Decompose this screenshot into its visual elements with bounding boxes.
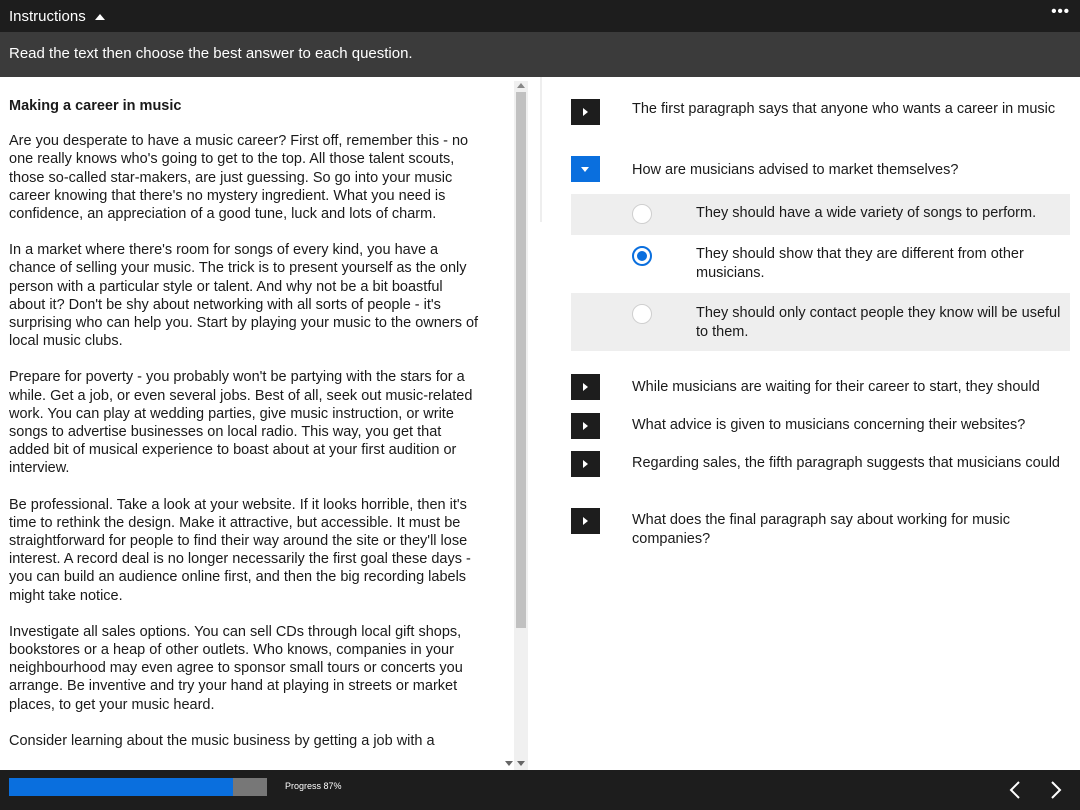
passage-paragraph: Prepare for poverty - you probably won't be partying with the stars for a while. Get a job, or even several jobs. Best of all, seek out music-related work. You can play at wedding parties, give music instruction, or write songs to advertise businesses on local radio. This way, you get that added bit of musical experience to boast about at your first audition or interview.	[9, 369, 473, 477]
question-text[interactable]: While musicians are waiting for their career to start, they should	[632, 379, 1040, 395]
scroll-down-icon[interactable]	[505, 761, 513, 766]
radio-button-selected[interactable]	[632, 246, 652, 266]
chevron-left-icon[interactable]	[1005, 779, 1025, 801]
passage-title: Making a career in music	[9, 98, 182, 114]
chevron-right-icon	[583, 460, 588, 468]
expand-question-button[interactable]	[571, 99, 600, 125]
answer-option[interactable]	[571, 293, 1070, 351]
progress-label: Progress 87%	[285, 781, 342, 791]
scroll-down-icon[interactable]	[517, 761, 525, 766]
instruction-text: Read the text then choose the best answer to each question.	[9, 45, 413, 62]
answer-text[interactable]: They should have a wide variety of songs to perform.	[696, 205, 1037, 221]
radio-button[interactable]	[632, 204, 652, 224]
caret-up-icon[interactable]	[95, 14, 105, 20]
answer-text[interactable]: They should show that they are different from other musicians.	[696, 246, 1024, 281]
question-item	[571, 156, 1071, 182]
chevron-right-icon	[583, 422, 588, 430]
chevron-right-icon	[583, 108, 588, 116]
instructions-title[interactable]: Instructions	[9, 7, 86, 25]
instruction-bar	[0, 32, 1080, 77]
question-text[interactable]: The first paragraph says that anyone who wants a career in music	[632, 101, 1056, 117]
progress-bar	[9, 778, 267, 796]
progress-bar-fill	[9, 778, 233, 796]
question-text[interactable]: What does the final paragraph say about working for music companies?	[632, 512, 1011, 547]
passage-scrollbar-thumb[interactable]	[516, 92, 526, 628]
answer-option[interactable]	[571, 194, 1070, 235]
passage-paragraph: Be professional. Take a look at your website. If it looks horrible, then it's time to rethink the design. Make it attractive, but accessible. It must be straightforward for people to find their way around the site or they'll lose interest. A record deal is no longer necessarily the first goal these days - you can build an audience online first, and then the big recording labels might take notice.	[9, 496, 471, 604]
passage-paragraph: Are you desperate to have a music career? First off, remember this - no one really knows who's going to get to the top. All those talent scouts, those so-called star-makers, are just guessing. So go into your music career knowing that there's no mystery ingredient. What you need is confidence, an appreciation of a good tune, luck and lots of charm.	[9, 133, 469, 223]
passage-paragraph: Consider learning about the music business by getting a job with a	[9, 732, 435, 749]
answer-text[interactable]: They should only contact people they know will be useful to them.	[696, 305, 1061, 340]
top-bar	[0, 0, 1080, 32]
question-item	[571, 451, 1071, 493]
more-dots-icon[interactable]: •••	[1051, 3, 1070, 20]
question-item	[571, 374, 1071, 400]
question-text[interactable]: Regarding sales, the fifth paragraph suggests that musicians could	[632, 455, 1060, 471]
collapse-question-button[interactable]	[571, 156, 600, 182]
radio-button[interactable]	[632, 304, 652, 324]
expand-question-button[interactable]	[571, 451, 600, 477]
passage-paragraph: In a market where there's room for songs of every kind, you have a chance of selling your music. The trick is to present yourself as the only person with a particular style or talent. And why not be a bit boastful about it? Don't be shy about networking with all sorts of people - it's surprising who can help you. Start by playing your music to the owners of local music clubs.	[9, 242, 479, 350]
footer-bar	[0, 770, 1080, 810]
expand-question-button[interactable]	[571, 413, 600, 439]
question-item	[571, 508, 1071, 550]
chevron-right-icon	[583, 517, 588, 525]
answer-option[interactable]	[571, 235, 1070, 293]
panel-divider	[540, 77, 542, 222]
question-text[interactable]: What advice is given to musicians concerning their websites?	[632, 417, 1026, 433]
chevron-right-icon[interactable]	[1046, 779, 1066, 801]
expand-question-button[interactable]	[571, 374, 600, 400]
passage-paragraph: Investigate all sales options. You can sell CDs through local gift shops, bookstores or a heap of other outlets. Who knows, companies in your neighbourhood may even agree to sponsor small tours or concerts you arrange. Be inventive and try your hand at playing in streets or market places, to get your music heard.	[9, 623, 463, 713]
passage	[9, 97, 479, 768]
question-text[interactable]: How are musicians advised to market themselves?	[632, 162, 959, 178]
question-item	[571, 99, 1071, 141]
scroll-up-icon[interactable]	[517, 83, 525, 88]
question-item	[571, 413, 1071, 439]
expand-question-button[interactable]	[571, 508, 600, 534]
passage-panel	[0, 77, 530, 770]
chevron-right-icon	[583, 383, 588, 391]
chevron-down-icon	[581, 167, 589, 172]
